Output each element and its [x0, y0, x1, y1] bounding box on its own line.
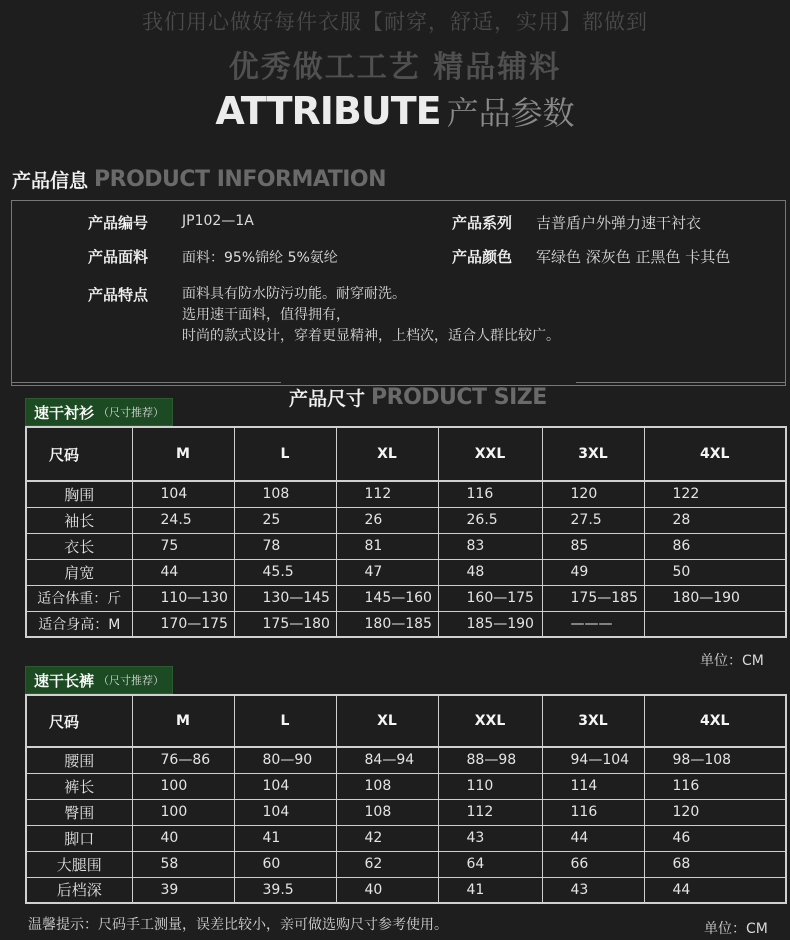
- table-cell: 适合体重：斤: [26, 585, 132, 611]
- shirt-unit: 单位：CM: [700, 653, 764, 669]
- table-cell: 腰围: [26, 747, 132, 773]
- headline: 优秀做工工艺 精品辅料: [228, 50, 562, 85]
- table-header-row: [26, 427, 786, 481]
- pants-label-sub: （尺寸推荐）: [98, 674, 165, 687]
- table-row: [26, 611, 786, 637]
- table-cell: 75: [132, 533, 234, 559]
- table-cell: 大腿围: [26, 851, 132, 877]
- size-separator-right: [576, 382, 786, 383]
- table-cell: 后档深: [26, 877, 132, 903]
- table-cell: 48: [438, 559, 542, 585]
- table-cell: 180—190: [644, 585, 786, 611]
- product-size-title: [289, 384, 547, 411]
- fabric-value: 面料：95%锦纶 5%氨纶: [182, 250, 338, 266]
- table-cell: 130—145: [234, 585, 336, 611]
- table-cell: 衣长: [26, 533, 132, 559]
- table-cell: 44: [542, 825, 644, 851]
- product-size-title-en: PRODUCT SIZE: [371, 385, 547, 410]
- table-cell: 100: [132, 799, 234, 825]
- table-cell: 116: [438, 481, 542, 507]
- header-cell: XL: [336, 427, 438, 481]
- product-info-title-cn: 产品信息: [12, 170, 89, 192]
- table-cell: 41: [234, 825, 336, 851]
- table-cell: 42: [336, 825, 438, 851]
- table-cell: 85: [542, 533, 644, 559]
- table-cell: 49: [542, 559, 644, 585]
- table-cell: 60: [234, 851, 336, 877]
- table-cell: 175—185: [542, 585, 644, 611]
- table-cell: 108: [234, 481, 336, 507]
- table-cell: 44: [132, 559, 234, 585]
- table-row: [26, 747, 786, 773]
- table-cell: 适合身高：M: [26, 611, 132, 637]
- table-cell: 160—175: [438, 585, 542, 611]
- feature-line: 时尚的款式设计，穿着更显精神，上档次，适合人群比较广。: [182, 328, 560, 344]
- feature-label: 产品特点: [88, 286, 149, 304]
- header-cell: 3XL: [542, 427, 644, 481]
- product-info-title: [12, 166, 386, 193]
- footer-tip: 温馨提示：尺码手工测量，误差比较小，亲可做选购尺寸参考使用。: [28, 917, 448, 933]
- table-cell: 104: [234, 799, 336, 825]
- table-cell: 112: [336, 481, 438, 507]
- shirt-label-sub: （尺寸推荐）: [98, 406, 165, 419]
- table-cell: 24.5: [132, 507, 234, 533]
- table-cell: 180—185: [336, 611, 438, 637]
- pants-label-main: 速干长裤: [34, 671, 95, 690]
- feature-list: [182, 284, 560, 347]
- table-cell: 裤长: [26, 773, 132, 799]
- pants-unit: 单位：CM: [704, 921, 768, 937]
- table-cell: 40: [336, 877, 438, 903]
- table-cell: 68: [644, 851, 786, 877]
- table-row: [26, 559, 786, 585]
- table-cell: 120: [542, 481, 644, 507]
- table-row: [26, 851, 786, 877]
- header-cell: 尺码: [26, 427, 132, 481]
- header-cell: XXL: [438, 695, 542, 747]
- table-row: [26, 533, 786, 559]
- table-cell: 62: [336, 851, 438, 877]
- table-cell: 39: [132, 877, 234, 903]
- header-cell: 4XL: [644, 427, 786, 481]
- table-cell: 116: [542, 799, 644, 825]
- table-cell: 43: [542, 877, 644, 903]
- table-cell: 50: [644, 559, 786, 585]
- table-cell: 170—175: [132, 611, 234, 637]
- color-label: 产品颜色: [452, 248, 513, 266]
- table-cell: 45.5: [234, 559, 336, 585]
- attribute-en: ATTRIBUTE: [215, 89, 441, 133]
- series-value: 吉普盾户外弹力速干衬衣: [536, 214, 702, 232]
- table-cell: 104: [234, 773, 336, 799]
- table-cell: 81: [336, 533, 438, 559]
- table-cell: 108: [336, 799, 438, 825]
- table-cell: 86: [644, 533, 786, 559]
- tagline: 我们用心做好每件衣服【耐穿，舒适，实用】都做到: [142, 10, 648, 34]
- table-cell: 39.5: [234, 877, 336, 903]
- shirt-size-table: [25, 426, 787, 638]
- table-header-row: [26, 695, 786, 747]
- header-cell: 3XL: [542, 695, 644, 747]
- attribute-cn: 产品参数: [446, 94, 575, 132]
- header-cell: M: [132, 427, 234, 481]
- table-cell: 100: [132, 773, 234, 799]
- pants-size-table: [25, 694, 787, 904]
- table-cell: 臀围: [26, 799, 132, 825]
- table-cell: 110: [438, 773, 542, 799]
- table-cell: 98—108: [644, 747, 786, 773]
- table-cell: 58: [132, 851, 234, 877]
- feature-line: 选用速干面料，值得拥有，: [182, 307, 350, 323]
- code-value: JP102—1A: [182, 213, 254, 229]
- table-cell: 27.5: [542, 507, 644, 533]
- product-info-title-en: PRODUCT INFORMATION: [94, 167, 387, 192]
- header-cell: XL: [336, 695, 438, 747]
- table-cell: 110—130: [132, 585, 234, 611]
- shirt-label-main: 速干衬衫: [34, 403, 95, 422]
- table-cell: 76—86: [132, 747, 234, 773]
- table-cell: 胸围: [26, 481, 132, 507]
- table-cell: 83: [438, 533, 542, 559]
- color-value: 军绿色 深灰色 正黑色 卡其色: [536, 248, 731, 266]
- attribute-heading: [0, 88, 790, 134]
- header-cell: XXL: [438, 427, 542, 481]
- product-size-title-cn: 产品尺寸: [289, 388, 366, 410]
- table-cell: 66: [542, 851, 644, 877]
- table-cell: 47: [336, 559, 438, 585]
- table-row: [26, 507, 786, 533]
- header-cell: L: [234, 695, 336, 747]
- table-row: [26, 585, 786, 611]
- table-cell: 80—90: [234, 747, 336, 773]
- fabric-label: 产品面料: [88, 248, 149, 266]
- pants-table-label: [25, 666, 173, 694]
- header-cell: 尺码: [26, 695, 132, 747]
- table-cell: ———: [542, 611, 644, 637]
- table-cell: 26.5: [438, 507, 542, 533]
- product-info-box: [11, 200, 786, 386]
- code-label: 产品编号: [88, 214, 149, 232]
- table-row: [26, 825, 786, 851]
- header-cell: 4XL: [644, 695, 786, 747]
- table-cell: 116: [644, 773, 786, 799]
- table-cell: 145—160: [336, 585, 438, 611]
- table-cell: 112: [438, 799, 542, 825]
- size-separator-left: [11, 382, 281, 383]
- table-cell: 120: [644, 799, 786, 825]
- feature-line: 面料具有防水防污功能。耐穿耐洗。: [182, 286, 406, 302]
- table-cell: 44: [644, 877, 786, 903]
- table-row: [26, 773, 786, 799]
- table-cell: 94—104: [542, 747, 644, 773]
- table-cell: 26: [336, 507, 438, 533]
- header-cell: L: [234, 427, 336, 481]
- table-cell: 脚口: [26, 825, 132, 851]
- table-cell: 40: [132, 825, 234, 851]
- shirt-table-label: [25, 398, 173, 426]
- table-cell: 108: [336, 773, 438, 799]
- table-cell: 袖长: [26, 507, 132, 533]
- table-cell: 104: [132, 481, 234, 507]
- table-cell: 78: [234, 533, 336, 559]
- table-cell: 43: [438, 825, 542, 851]
- table-cell: 185—190: [438, 611, 542, 637]
- table-cell: 25: [234, 507, 336, 533]
- series-label: 产品系列: [452, 214, 513, 232]
- table-cell: 28: [644, 507, 786, 533]
- table-cell: 肩宽: [26, 559, 132, 585]
- table-cell: 41: [438, 877, 542, 903]
- header-cell: M: [132, 695, 234, 747]
- table-cell: 64: [438, 851, 542, 877]
- table-row: [26, 481, 786, 507]
- table-cell: 84—94: [336, 747, 438, 773]
- table-cell: 114: [542, 773, 644, 799]
- table-row: [26, 799, 786, 825]
- table-cell: 175—180: [234, 611, 336, 637]
- table-cell: 46: [644, 825, 786, 851]
- table-cell: [644, 611, 786, 637]
- table-cell: 122: [644, 481, 786, 507]
- table-cell: 88—98: [438, 747, 542, 773]
- table-row: [26, 877, 786, 903]
